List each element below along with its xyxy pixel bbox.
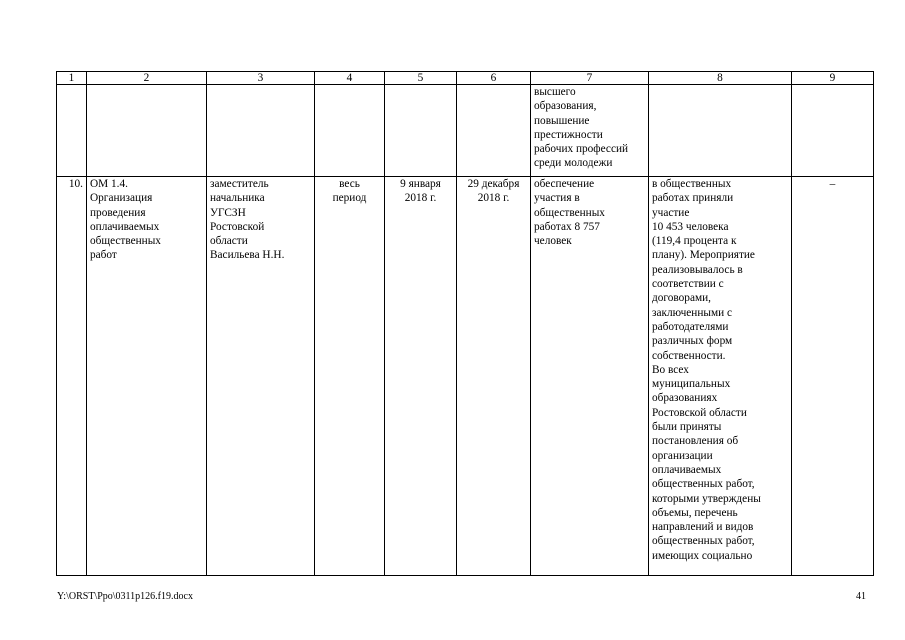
activity-name: ОМ 1.4. Организация проведения оплачиваемых общественных работ [87, 177, 207, 576]
expected-result: обеспечение участия в общественных работах 8 757 человек [531, 177, 649, 576]
cell-empty [315, 85, 385, 177]
column-number-3: 3 [207, 72, 315, 85]
start-date: 9 января 2018 г. [385, 177, 457, 576]
column-number-6: 6 [457, 72, 531, 85]
cell-empty [207, 85, 315, 177]
table-row [57, 177, 874, 576]
column-number-9: 9 [792, 72, 874, 85]
problems-cell: – [792, 177, 874, 576]
continued-expected-result: высшего образования, повышение престижности рабочих профессий среди молодежи [531, 85, 649, 177]
column-number-4: 4 [315, 72, 385, 85]
footer-file-path: Y:\ORST\Ppo\0311p126.f19.docx [57, 591, 193, 602]
cell-empty [792, 85, 874, 177]
cell-empty [87, 85, 207, 177]
plan-report-table [56, 71, 874, 576]
column-number-8: 8 [649, 72, 792, 85]
page-number: 41 [856, 591, 866, 602]
end-date: 29 декабря 2018 г. [457, 177, 531, 576]
cell-empty [385, 85, 457, 177]
cell-empty [57, 85, 87, 177]
column-number-7: 7 [531, 72, 649, 85]
column-number-1: 1 [57, 72, 87, 85]
column-number-row [57, 72, 874, 85]
column-number-5: 5 [385, 72, 457, 85]
implementation-period: весь период [315, 177, 385, 576]
continued-row [57, 85, 874, 177]
actual-result: в общественных работах приняли участие 10 453 человека (119,4 процента к плану). Мероприятие реализовывалось в соответствии с договорами, заключенными с работодателями различных форм собственности. Во всех муниципальных образованиях Ростовской области были приняты постановления об организации оплачиваемых общественных работ, которыми утверждены объемы, перечень направлений и видов общественных работ, имеющих социально [649, 177, 792, 576]
column-number-2: 2 [87, 72, 207, 85]
cell-empty [457, 85, 531, 177]
row-number: 10. [57, 177, 87, 576]
responsible-executor: заместитель начальника УГСЗН Ростовской области Васильева Н.Н. [207, 177, 315, 576]
cell-empty [649, 85, 792, 177]
